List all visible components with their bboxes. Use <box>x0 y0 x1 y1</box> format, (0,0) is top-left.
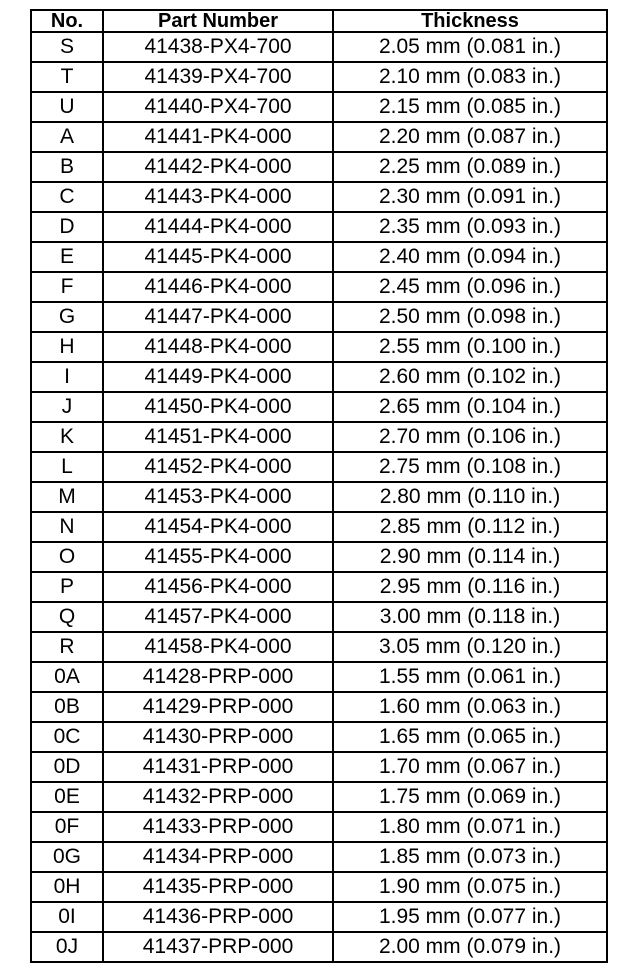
cell-part-number: 41434-PRP-000 <box>103 842 333 872</box>
cell-no: H <box>31 332 103 362</box>
cell-thickness: 1.70 mm (0.067 in.) <box>333 752 607 782</box>
table-row <box>31 392 607 422</box>
header-part-number: Part Number <box>103 10 333 32</box>
cell-no: Q <box>31 602 103 632</box>
cell-no: P <box>31 572 103 602</box>
cell-no: O <box>31 542 103 572</box>
table-row <box>31 662 607 692</box>
table-row <box>31 752 607 782</box>
table-row <box>31 212 607 242</box>
cell-thickness: 2.80 mm (0.110 in.) <box>333 482 607 512</box>
table-row <box>31 332 607 362</box>
cell-no: I <box>31 362 103 392</box>
table-row <box>31 902 607 932</box>
cell-part-number: 41456-PK4-000 <box>103 572 333 602</box>
cell-thickness: 3.05 mm (0.120 in.) <box>333 632 607 662</box>
cell-thickness: 2.50 mm (0.098 in.) <box>333 302 607 332</box>
cell-part-number: 41446-PK4-000 <box>103 272 333 302</box>
table-row <box>31 602 607 632</box>
cell-part-number: 41439-PX4-700 <box>103 62 333 92</box>
table-row <box>31 122 607 152</box>
cell-no: J <box>31 392 103 422</box>
cell-thickness: 1.60 mm (0.063 in.) <box>333 692 607 722</box>
table-row <box>31 872 607 902</box>
cell-no: 0C <box>31 722 103 752</box>
cell-part-number: 41452-PK4-000 <box>103 452 333 482</box>
table-row <box>31 62 607 92</box>
cell-part-number: 41451-PK4-000 <box>103 422 333 452</box>
table-row <box>31 362 607 392</box>
cell-thickness: 1.95 mm (0.077 in.) <box>333 902 607 932</box>
cell-no: C <box>31 182 103 212</box>
cell-no: S <box>31 32 103 62</box>
cell-part-number: 41458-PK4-000 <box>103 632 333 662</box>
cell-thickness: 2.85 mm (0.112 in.) <box>333 512 607 542</box>
table-row <box>31 542 607 572</box>
cell-part-number: 41450-PK4-000 <box>103 392 333 422</box>
table-row <box>31 932 607 962</box>
table-row <box>31 152 607 182</box>
cell-part-number: 41443-PK4-000 <box>103 182 333 212</box>
cell-thickness: 2.30 mm (0.091 in.) <box>333 182 607 212</box>
cell-thickness: 2.60 mm (0.102 in.) <box>333 362 607 392</box>
cell-part-number: 41455-PK4-000 <box>103 542 333 572</box>
cell-part-number: 41431-PRP-000 <box>103 752 333 782</box>
cell-part-number: 41441-PK4-000 <box>103 122 333 152</box>
cell-part-number: 41453-PK4-000 <box>103 482 333 512</box>
cell-no: 0E <box>31 782 103 812</box>
cell-part-number: 41438-PX4-700 <box>103 32 333 62</box>
table-row <box>31 512 607 542</box>
header-no: No. <box>31 10 103 32</box>
cell-thickness: 2.15 mm (0.085 in.) <box>333 92 607 122</box>
cell-no: N <box>31 512 103 542</box>
cell-no: 0B <box>31 692 103 722</box>
table-row <box>31 812 607 842</box>
cell-part-number: 41448-PK4-000 <box>103 332 333 362</box>
cell-no: 0A <box>31 662 103 692</box>
cell-thickness: 2.90 mm (0.114 in.) <box>333 542 607 572</box>
cell-thickness: 2.70 mm (0.106 in.) <box>333 422 607 452</box>
cell-thickness: 2.10 mm (0.083 in.) <box>333 62 607 92</box>
cell-part-number: 41457-PK4-000 <box>103 602 333 632</box>
table-row <box>31 92 607 122</box>
cell-no: R <box>31 632 103 662</box>
cell-thickness: 1.75 mm (0.069 in.) <box>333 782 607 812</box>
cell-no: 0H <box>31 872 103 902</box>
table-row <box>31 32 607 62</box>
cell-no: T <box>31 62 103 92</box>
cell-part-number: 41430-PRP-000 <box>103 722 333 752</box>
shim-thickness-table-container <box>30 9 606 963</box>
cell-no: F <box>31 272 103 302</box>
table-row <box>31 302 607 332</box>
cell-no: A <box>31 122 103 152</box>
table-row <box>31 242 607 272</box>
table-row <box>31 272 607 302</box>
table-row <box>31 182 607 212</box>
cell-part-number: 41437-PRP-000 <box>103 932 333 962</box>
cell-thickness: 2.35 mm (0.093 in.) <box>333 212 607 242</box>
cell-no: 0F <box>31 812 103 842</box>
cell-thickness: 2.65 mm (0.104 in.) <box>333 392 607 422</box>
cell-part-number: 41429-PRP-000 <box>103 692 333 722</box>
table-row <box>31 482 607 512</box>
cell-no: L <box>31 452 103 482</box>
cell-part-number: 41444-PK4-000 <box>103 212 333 242</box>
cell-no: 0D <box>31 752 103 782</box>
cell-no: G <box>31 302 103 332</box>
cell-thickness: 1.65 mm (0.065 in.) <box>333 722 607 752</box>
table-row <box>31 842 607 872</box>
cell-thickness: 3.00 mm (0.118 in.) <box>333 602 607 632</box>
cell-part-number: 41435-PRP-000 <box>103 872 333 902</box>
cell-thickness: 2.20 mm (0.087 in.) <box>333 122 607 152</box>
table-row <box>31 722 607 752</box>
cell-thickness: 2.95 mm (0.116 in.) <box>333 572 607 602</box>
cell-thickness: 2.55 mm (0.100 in.) <box>333 332 607 362</box>
cell-no: 0J <box>31 932 103 962</box>
cell-thickness: 2.00 mm (0.079 in.) <box>333 932 607 962</box>
table-header-row <box>31 10 607 32</box>
cell-part-number: 41447-PK4-000 <box>103 302 333 332</box>
cell-no: B <box>31 152 103 182</box>
cell-part-number: 41433-PRP-000 <box>103 812 333 842</box>
shim-thickness-table <box>30 9 608 963</box>
cell-thickness: 1.80 mm (0.071 in.) <box>333 812 607 842</box>
table-body <box>31 32 607 962</box>
cell-part-number: 41445-PK4-000 <box>103 242 333 272</box>
table-row <box>31 452 607 482</box>
table-row <box>31 782 607 812</box>
table-row <box>31 632 607 662</box>
table-row <box>31 422 607 452</box>
cell-part-number: 41454-PK4-000 <box>103 512 333 542</box>
cell-no: M <box>31 482 103 512</box>
cell-no: E <box>31 242 103 272</box>
cell-thickness: 2.25 mm (0.089 in.) <box>333 152 607 182</box>
cell-part-number: 41436-PRP-000 <box>103 902 333 932</box>
cell-no: D <box>31 212 103 242</box>
cell-thickness: 2.75 mm (0.108 in.) <box>333 452 607 482</box>
cell-no: K <box>31 422 103 452</box>
cell-thickness: 2.05 mm (0.081 in.) <box>333 32 607 62</box>
cell-no: U <box>31 92 103 122</box>
table-row <box>31 572 607 602</box>
cell-no: 0G <box>31 842 103 872</box>
cell-thickness: 1.55 mm (0.061 in.) <box>333 662 607 692</box>
cell-no: 0I <box>31 902 103 932</box>
cell-thickness: 2.40 mm (0.094 in.) <box>333 242 607 272</box>
cell-thickness: 1.90 mm (0.075 in.) <box>333 872 607 902</box>
cell-thickness: 1.85 mm (0.073 in.) <box>333 842 607 872</box>
cell-part-number: 41449-PK4-000 <box>103 362 333 392</box>
cell-thickness: 2.45 mm (0.096 in.) <box>333 272 607 302</box>
header-thickness: Thickness <box>333 10 607 32</box>
table-row <box>31 692 607 722</box>
cell-part-number: 41428-PRP-000 <box>103 662 333 692</box>
cell-part-number: 41432-PRP-000 <box>103 782 333 812</box>
cell-part-number: 41442-PK4-000 <box>103 152 333 182</box>
cell-part-number: 41440-PX4-700 <box>103 92 333 122</box>
